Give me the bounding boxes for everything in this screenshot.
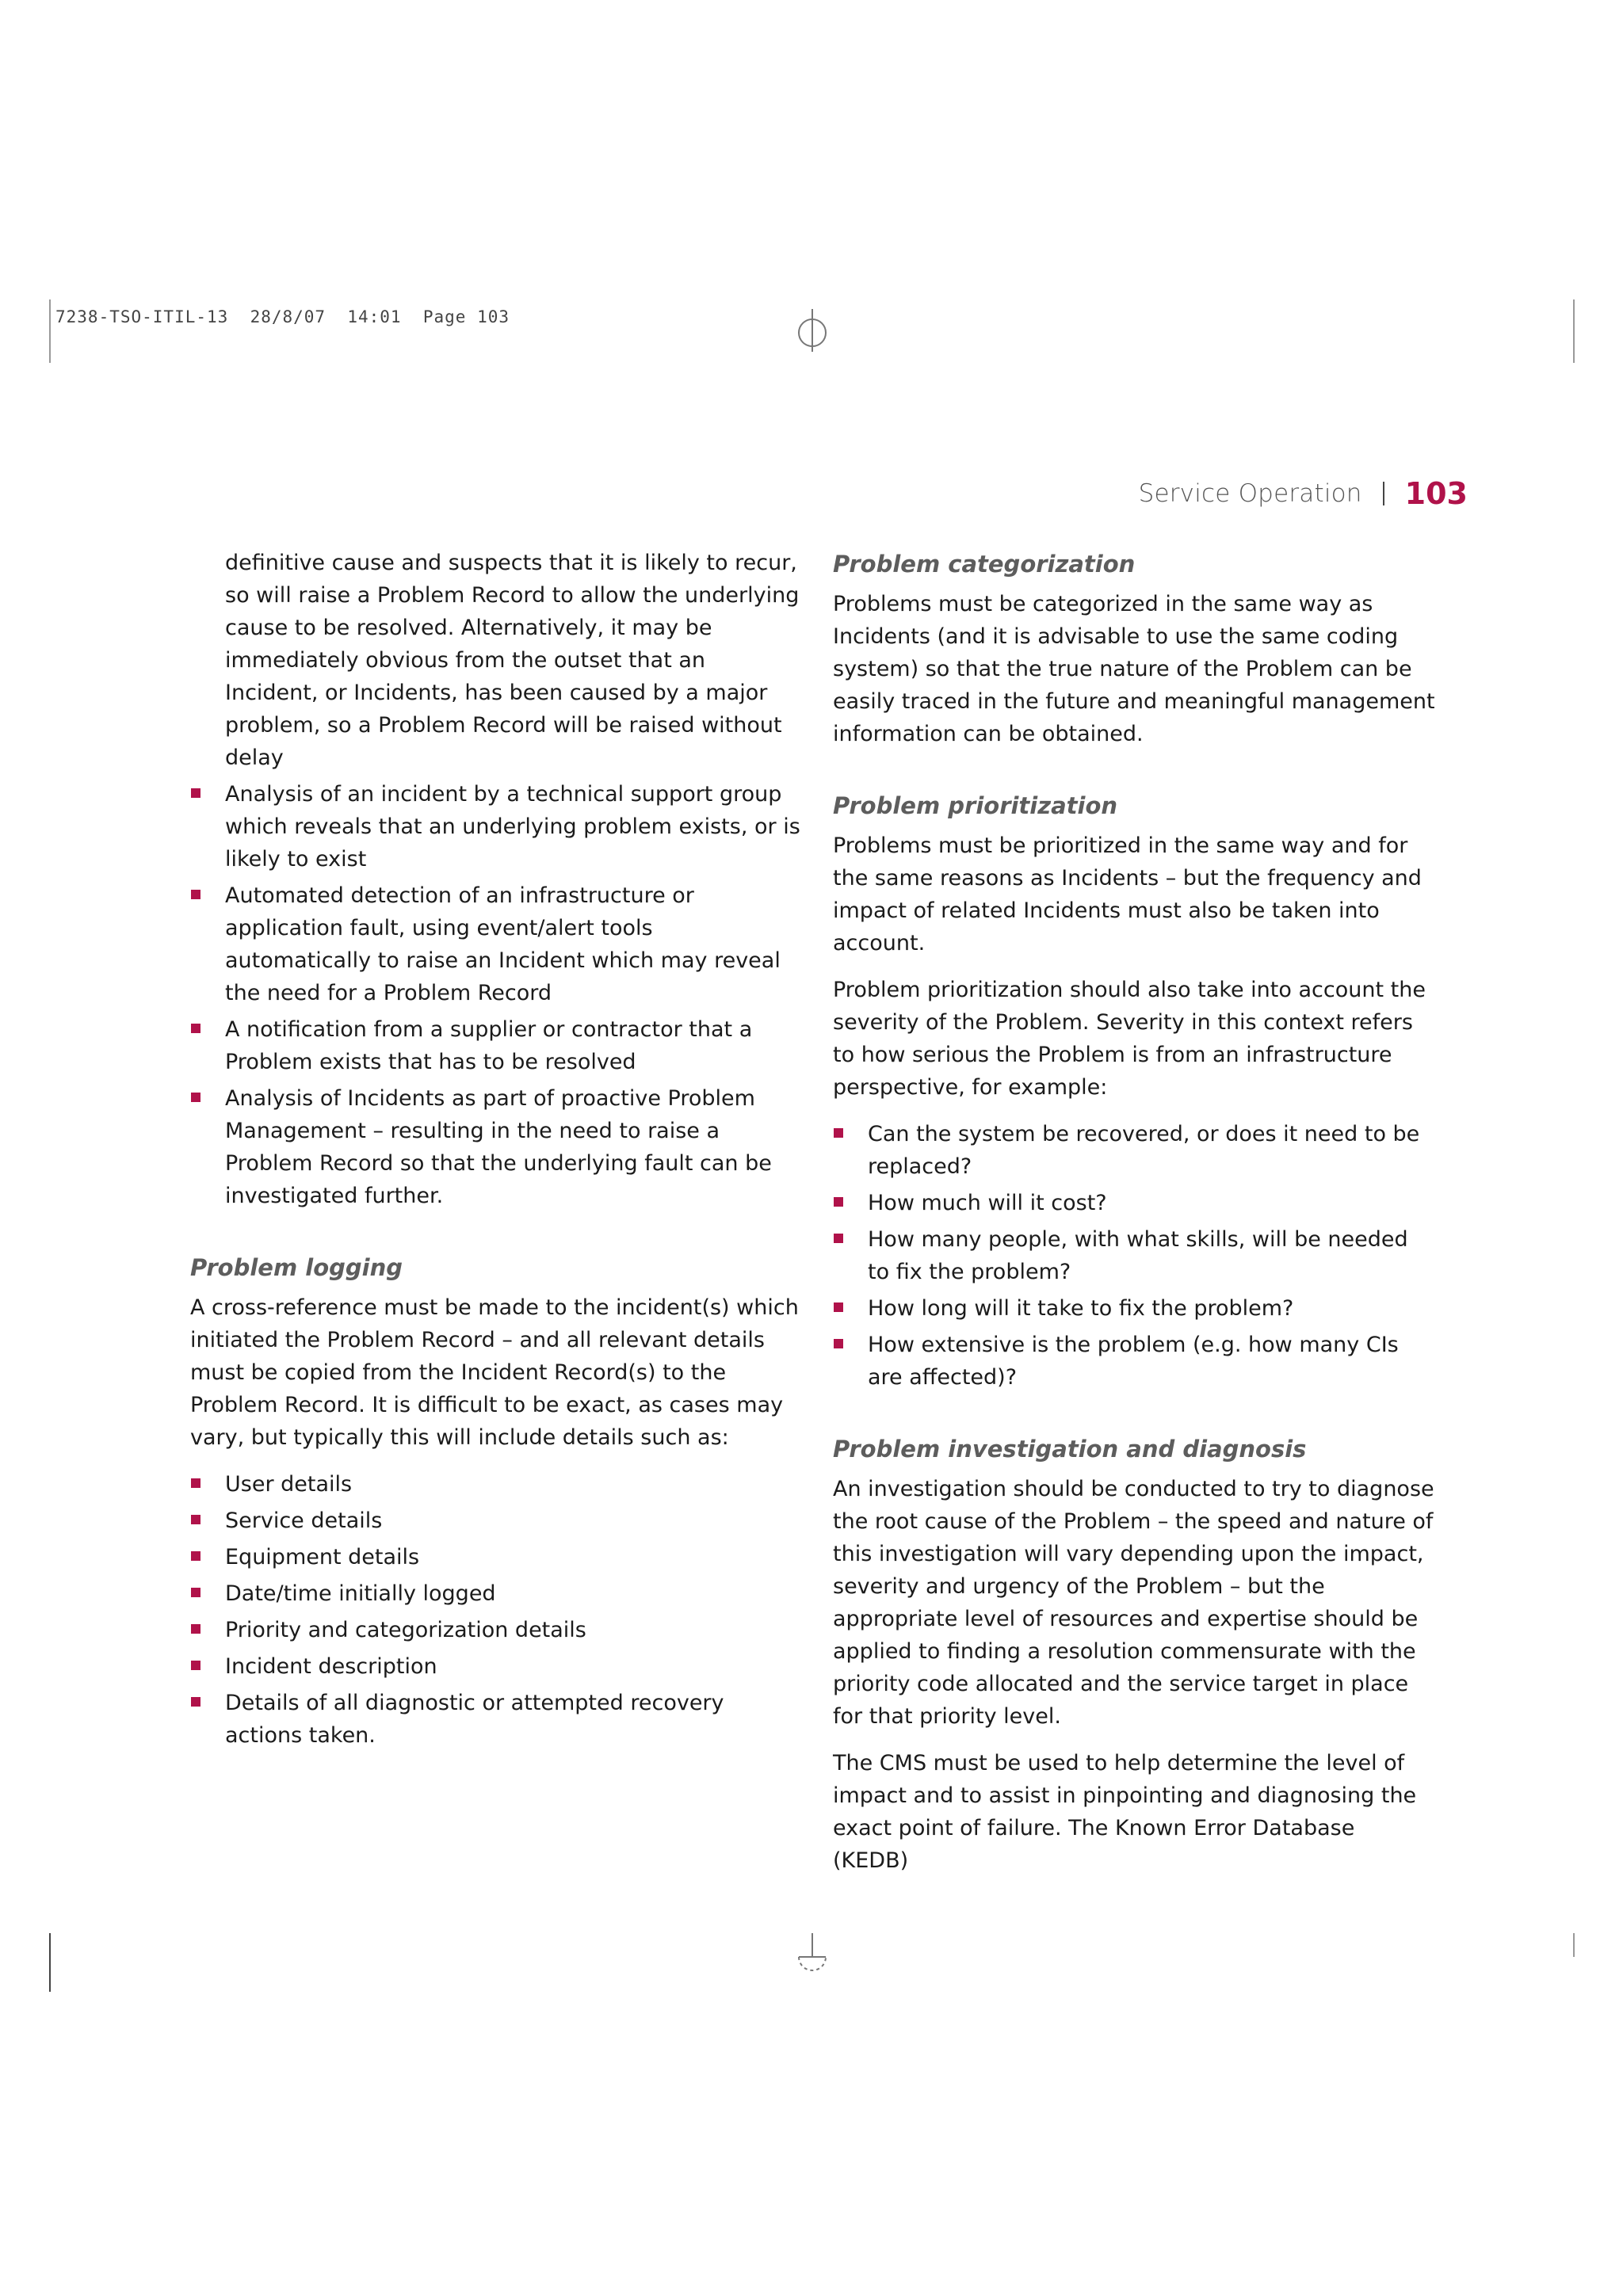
list-item: Analysis of Incidents as part of proactive Problem Management – resulting in the need to raise a Problem Record so that the underlying fault can be investigated further. (190, 1082, 800, 1212)
list-item: Automated detection of an infrastructure or application fault, using event/alert tools automatically to raise an Incident which may reveal the need for a Problem Record (190, 879, 800, 1009)
paragraph: A cross-reference must be made to the incident(s) which initiated the Problem Record – and all relevant details must be copied from the Incident Record(s) to the Problem Record. It is difficult to be exact, as cases may vary, but typically this will include details such as: (190, 1295, 799, 1450)
list-item: Service details (190, 1505, 800, 1537)
heading-problem-logging: Problem logging (190, 1254, 403, 1281)
list-item: How extensive is the problem (e.g. how many CIs are affected)? (833, 1329, 1435, 1394)
heading-problem-categorization: Problem categorization (833, 551, 1136, 578)
paragraph: Problems must be categorized in the same way as Incidents (and it is advisable to use the same coding system) so that the true nature of the Problem can be easily traced in the future and meaningful management information can be obtained. (833, 592, 1435, 746)
spacer (833, 1408, 1435, 1432)
list-item: Equipment details (190, 1541, 800, 1573)
list-item: Priority and categorization details (190, 1614, 800, 1646)
list-item: How long will it take to fix the problem? (833, 1292, 1435, 1325)
print-slug: 7238-TSO-ITIL-13 28/8/07 14:01 Page 103 (55, 307, 510, 326)
heading-problem-prioritization: Problem prioritization (833, 792, 1118, 819)
crop-mark-top-left (49, 299, 51, 363)
left-column (190, 547, 800, 1766)
paragraph: Problems must be prioritized in the same way and for the same reasons as Incidents – but the frequency and impact of related Incidents must also be taken into account. (833, 833, 1422, 955)
running-header (1139, 474, 1468, 513)
right-column (833, 547, 1435, 1891)
list-item: Incident description (190, 1650, 800, 1683)
paragraph: The CMS must be used to help determine the level of impact and to assist in pinpointing and diagnosing the exact point of failure. The Known Error Database (KEDB) (833, 1751, 1417, 1873)
crop-mark-top-right (1573, 299, 1575, 363)
logging-details-list (190, 1468, 800, 1752)
paragraph: An investigation should be conducted to try to diagnose the root cause of the Problem – the speed and nature of this investigation will vary depending upon the impact, severity and urgency of the Problem – but the appropriate level of resources and expertise should be applied to finding a resolution commensurate with the priority code allocated and the service target in place for that priority level. (833, 1477, 1434, 1729)
list-item: Can the system be recovered, or does it need to be replaced? (833, 1118, 1435, 1183)
list-item: Date/time initially logged (190, 1577, 800, 1610)
registration-mark-bottom-icon (795, 1933, 830, 1976)
list-item: A notification from a supplier or contractor that a Problem exists that has to be resolved (190, 1013, 800, 1078)
registration-mark-icon (795, 309, 830, 352)
list-item: How many people, with what skills, will be needed to fix the problem? (833, 1223, 1435, 1288)
header-separator (1383, 482, 1384, 505)
list-item: How much will it cost? (833, 1187, 1435, 1219)
heading-problem-investigation: Problem investigation and diagnosis (833, 1436, 1307, 1463)
crop-mark-bottom-right (1573, 1933, 1575, 1957)
running-header-title: Service Operation (1138, 479, 1362, 508)
list-item: Details of all diagnostic or attempted recovery actions taken. (190, 1687, 800, 1752)
list-item: Analysis of an incident by a technical support group which reveals that an underlying problem exists, or is likely to exist (190, 778, 800, 875)
page-number: 103 (1404, 476, 1468, 511)
paragraph: Problem prioritization should also take into account the severity of the Problem. Severity in this context refers to how serious the Problem is from an infrastructure perspective, for example: (833, 978, 1426, 1100)
list-item: User details (190, 1468, 800, 1501)
severity-questions-list (833, 1118, 1435, 1394)
spacer (190, 1226, 800, 1250)
spacer (833, 765, 1435, 788)
bullet-continuation: definitive cause and suspects that it is likely to recur, so will raise a Problem Record to allow the underlying cause to be resolved. Alternatively, it may be immediately obvious from the outset that an Incident, or Incidents, has been caused by a major problem, so a Problem Record will be raised without delay (225, 551, 800, 770)
trigger-list (190, 778, 800, 1212)
crop-mark-bottom-left (49, 1933, 51, 1992)
